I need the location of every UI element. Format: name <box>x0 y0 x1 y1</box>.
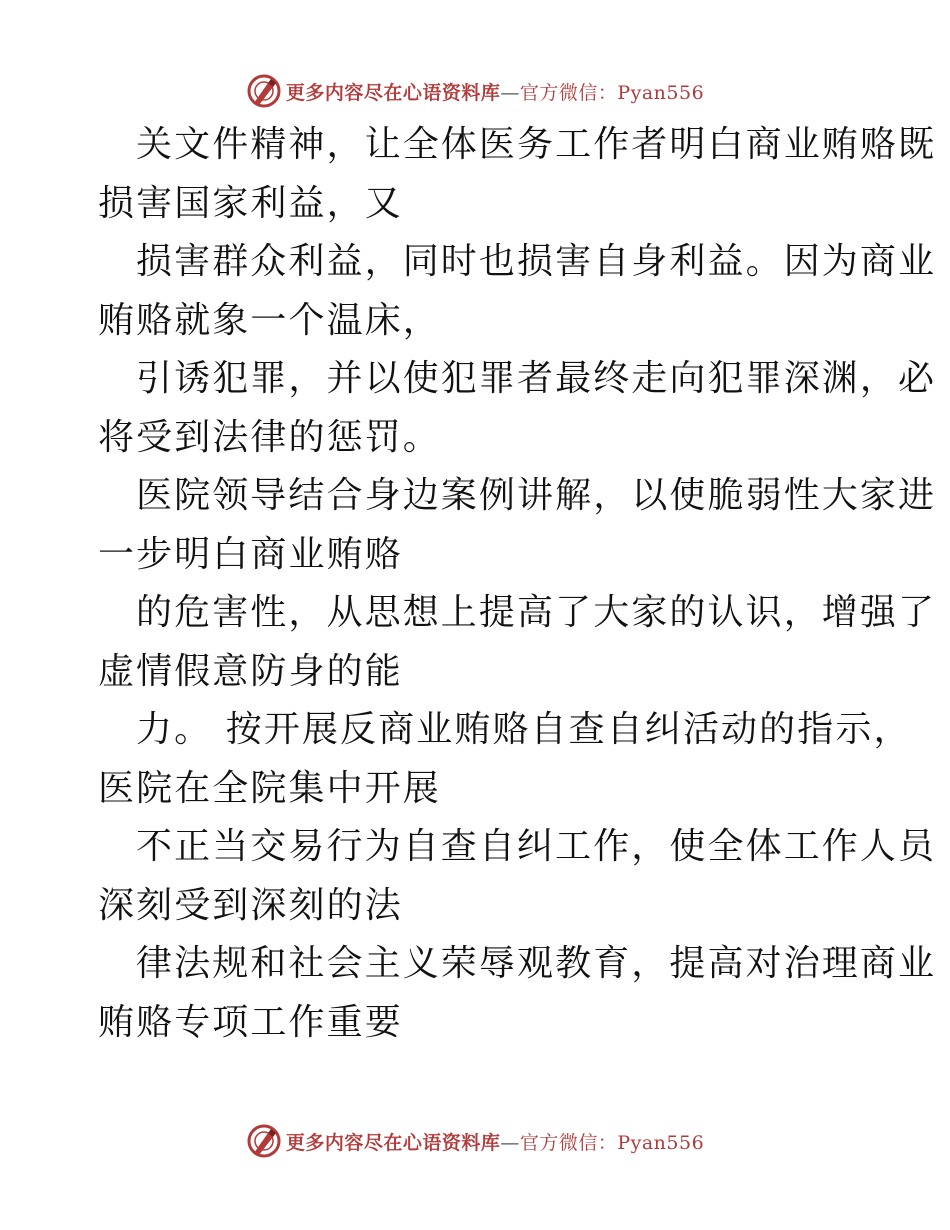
paragraph-line: 力。 按开展反商业贿赂自查自纠活动的指示， <box>136 709 912 750</box>
paragraph <box>98 233 937 350</box>
paragraph <box>98 467 937 584</box>
paragraph-line: 不正当交易行为自查自纠工作，使全体工作人员 <box>136 826 937 867</box>
paragraph-line: 损害群众利益，同时也损害自身利益。因为商业 <box>136 241 937 282</box>
paragraph-line: 贿赂专项工作重要 <box>98 1001 403 1043</box>
paragraph-line: 关文件精神，让全体医务工作者明白商业贿赂既 <box>136 124 937 165</box>
header-text <box>286 78 704 105</box>
header-banner <box>0 71 950 111</box>
pen-circle-icon <box>246 73 282 109</box>
footer-brand-text: 更多内容尽在心语资料库 <box>285 1131 501 1154</box>
paragraph-line: 贿赂就象一个温床， <box>98 299 441 341</box>
paragraph-line: 的危害性，从思想上提高了大家的认识，增强了 <box>136 592 937 633</box>
paragraph <box>98 350 937 467</box>
paragraph-line: 律法规和社会主义荣辱观教育，提高对治理商业 <box>136 943 937 984</box>
paragraph <box>98 701 912 818</box>
paragraph <box>98 116 937 233</box>
header-brand-text: 更多内容尽在心语资料库 <box>285 81 501 104</box>
paragraph-line: 将受到法律的惩罚。 <box>98 416 441 458</box>
paragraph-line: 深刻受到深刻的法 <box>98 884 403 926</box>
header-separator: — <box>500 81 520 104</box>
header-wechat-text: 官方微信：Pyan556 <box>519 81 705 104</box>
paragraph <box>98 584 937 701</box>
footer-separator: — <box>500 1131 520 1154</box>
paragraph-line: 医院在全院集中开展 <box>98 767 441 809</box>
document-body <box>98 116 937 1052</box>
paragraph-line: 损害国家利益，又 <box>98 182 403 224</box>
footer-text <box>286 1128 704 1155</box>
paragraph-line: 虚情假意防身的能 <box>98 650 403 692</box>
paragraph-line: 医院领导结合身边案例讲解，以使脆弱性大家进 <box>136 475 937 516</box>
paragraph <box>98 818 937 935</box>
footer-wechat-text: 官方微信：Pyan556 <box>519 1131 705 1154</box>
pen-circle-icon <box>246 1123 282 1159</box>
paragraph-line: 引诱犯罪，并以使犯罪者最终走向犯罪深渊，必 <box>136 358 937 399</box>
footer-banner <box>0 1121 950 1161</box>
paragraph <box>98 935 937 1052</box>
paragraph-line: 一步明白商业贿赂 <box>98 533 403 575</box>
